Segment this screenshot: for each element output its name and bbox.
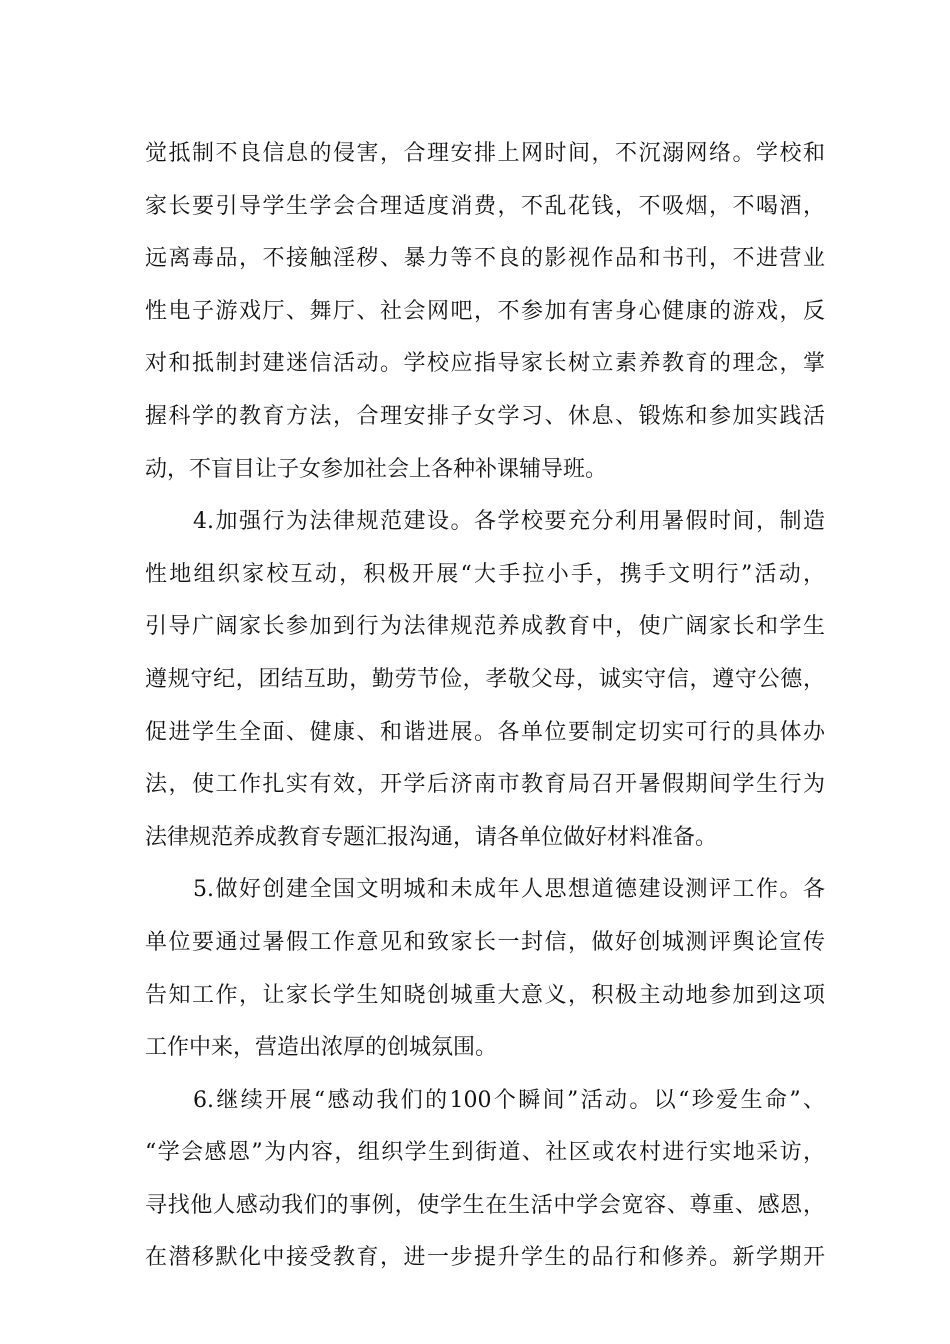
text-line: 动，不盲目让子女参加社会上各种补课辅导班。	[145, 456, 608, 482]
text-line: 6.继续开展“感动我们的100个瞬间”活动。以“珍爱生命”、	[193, 1087, 825, 1113]
text-line: 寻找他人感动我们的事例，使学生在生活中学会宽容、尊重、感恩，	[145, 1192, 825, 1218]
text-line: 4.加强行为法律规范建设。各学校要充分利用暑假时间，制造	[193, 509, 825, 535]
text-line: 性地组织家校互动，积极开展“大手拉小手，携手文明行”活动，	[145, 561, 825, 587]
text-line: 远离毒品，不接触淫秽、暴力等不良的影视作品和书刊，不进营业	[145, 246, 825, 272]
text-line: 法，使工作扎实有效，开学后济南市教育局召开暑假期间学生行为	[145, 772, 825, 798]
text-line: 遵规守纪，团结互助，勤劳节俭，孝敬父母，诚实守信，遵守公德，	[145, 666, 825, 692]
document-body-text	[145, 128, 825, 1285]
text-line: 对和抵制封建迷信活动。学校应指导家长树立素养教育的理念，掌	[145, 351, 825, 377]
text-line: 促进学生全面、健康、和谐进展。各单位要制定切实可行的具体办	[145, 719, 825, 745]
text-line: 家长要引导学生学会合理适度消费，不乱花钱，不吸烟，不喝酒，	[145, 193, 825, 219]
text-line: 单位要通过暑假工作意见和致家长一封信，做好创城测评舆论宣传	[145, 929, 825, 955]
text-line: 在潜移默化中接受教育，进一步提升学生的品行和修养。新学期开	[145, 1245, 825, 1271]
text-line: 5.做好创建全国文明城和未成年人思想道德建设测评工作。各	[193, 877, 825, 903]
text-line: 觉抵制不良信息的侵害，合理安排上网时间，不沉溺网络。学校和	[145, 141, 825, 166]
text-line: 告知工作，让家长学生知晓创城重大意义，积极主动地参加到这项	[145, 982, 825, 1008]
text-line: 工作中来，营造出浓厚的创城氛围。	[145, 1035, 498, 1061]
text-line: “学会感恩”为内容，组织学生到街道、社区或农村进行实地采访，	[145, 1140, 825, 1166]
text-line: 法律规范养成教育专题汇报沟通，请各单位做好材料准备。	[145, 824, 718, 850]
text-line: 引导广阔家长参加到行为法律规范养成教育中，使广阔家长和学生	[145, 614, 825, 640]
text-line: 性电子游戏厅、舞厅、社会网吧，不参加有害身心健康的游戏，反	[145, 298, 825, 324]
text-line: 握科学的教育方法，合理安排子女学习、休息、锻炼和参加实践活	[145, 403, 825, 429]
